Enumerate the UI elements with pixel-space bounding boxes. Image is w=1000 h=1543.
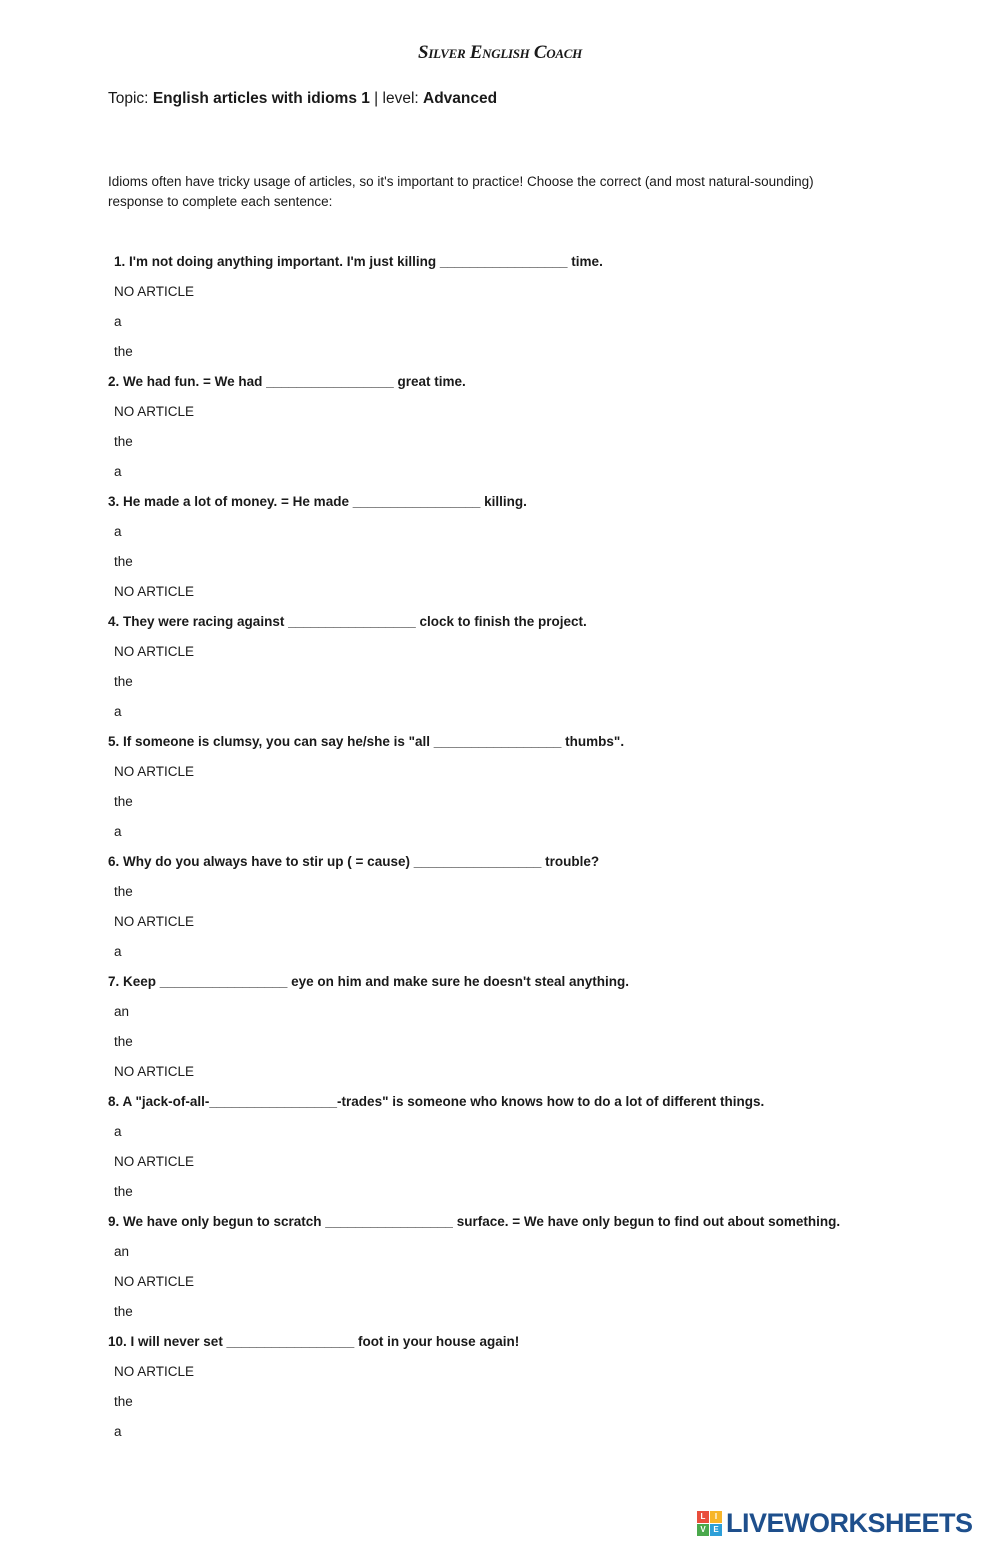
question-3-option[interactable]: the <box>114 554 133 569</box>
topic-line <box>108 90 497 108</box>
question-5: 5. If someone is clumsy, you can say he/she is "all _________________ thumbs". <box>108 734 625 749</box>
question-7-option[interactable]: NO ARTICLE <box>114 1064 195 1079</box>
logo-blocks-icon <box>697 1511 722 1536</box>
level-value: Advanced <box>423 90 498 107</box>
question-5-option[interactable]: NO ARTICLE <box>114 764 195 779</box>
question-6: 6. Why do you always have to stir up ( = cause) _________________ trouble? <box>108 854 600 869</box>
logo-block: I <box>710 1511 722 1523</box>
question-10-option[interactable]: NO ARTICLE <box>114 1364 195 1379</box>
instructions: Idioms often have tricky usage of articles, so it's important to practice! Choose the correct (and most natural-sounding) response to complete each sentence: <box>108 174 814 209</box>
question-10-option[interactable]: a <box>114 1424 122 1439</box>
question-6-option[interactable]: NO ARTICLE <box>114 914 195 929</box>
question-5-option[interactable]: the <box>114 794 133 809</box>
question-8-option[interactable]: NO ARTICLE <box>114 1154 195 1169</box>
question-9-option[interactable]: an <box>114 1244 130 1259</box>
question-4: 4. They were racing against _________________ clock to finish the project. <box>108 614 587 629</box>
question-2-option[interactable]: the <box>114 434 133 449</box>
question-7-option[interactable]: an <box>114 1004 130 1019</box>
question-8-option[interactable]: a <box>114 1124 122 1139</box>
question-2-option[interactable]: NO ARTICLE <box>114 404 195 419</box>
question-4-option[interactable]: the <box>114 674 133 689</box>
question-9-option[interactable]: NO ARTICLE <box>114 1274 195 1289</box>
question-1-option[interactable]: NO ARTICLE <box>114 284 195 299</box>
question-9: 9. We have only begun to scratch _________________ surface. = We have only begun to find out about something. <box>108 1214 841 1229</box>
topic-value: English articles with idioms 1 <box>152 90 370 107</box>
topic-prefix: Topic: <box>108 90 153 107</box>
question-8-option[interactable]: the <box>114 1184 133 1199</box>
question-7: 7. Keep _________________ eye on him and make sure he doesn't steal anything. <box>108 974 629 989</box>
question-2: 2. We had fun. = We had _________________ great time. <box>108 374 466 389</box>
question-1-option[interactable]: a <box>114 314 122 329</box>
question-3-option[interactable]: a <box>114 524 122 539</box>
level-prefix: | level: <box>369 90 424 107</box>
logo-text: LIVEWORKSHEETS <box>726 1507 973 1538</box>
question-1-option[interactable]: the <box>114 344 133 359</box>
question-2-option[interactable]: a <box>114 464 122 479</box>
logo-block: V <box>697 1524 709 1536</box>
question-1: 1. I'm not doing anything important. I'm just killing _________________ time. <box>114 254 603 269</box>
question-7-option[interactable]: the <box>114 1034 133 1049</box>
logo-block: L <box>697 1511 709 1523</box>
logo-block: E <box>710 1524 722 1536</box>
question-5-option[interactable]: a <box>114 824 122 839</box>
question-10: 10. I will never set _________________ foot in your house again! <box>108 1334 520 1349</box>
question-4-option[interactable]: a <box>114 704 122 719</box>
question-3: 3. He made a lot of money. = He made _________________ killing. <box>108 494 527 509</box>
question-4-option[interactable]: NO ARTICLE <box>114 644 195 659</box>
question-8: 8. A "jack-of-all-_________________-trades" is someone who knows how to do a lot of different things. <box>108 1094 765 1109</box>
liveworksheets-logo <box>697 1508 973 1538</box>
question-6-option[interactable]: a <box>114 944 122 959</box>
worksheet-title: Silver English Coach <box>418 42 582 63</box>
question-10-option[interactable]: the <box>114 1394 133 1409</box>
question-3-option[interactable]: NO ARTICLE <box>114 584 195 599</box>
question-9-option[interactable]: the <box>114 1304 133 1319</box>
question-6-option[interactable]: the <box>114 884 133 899</box>
